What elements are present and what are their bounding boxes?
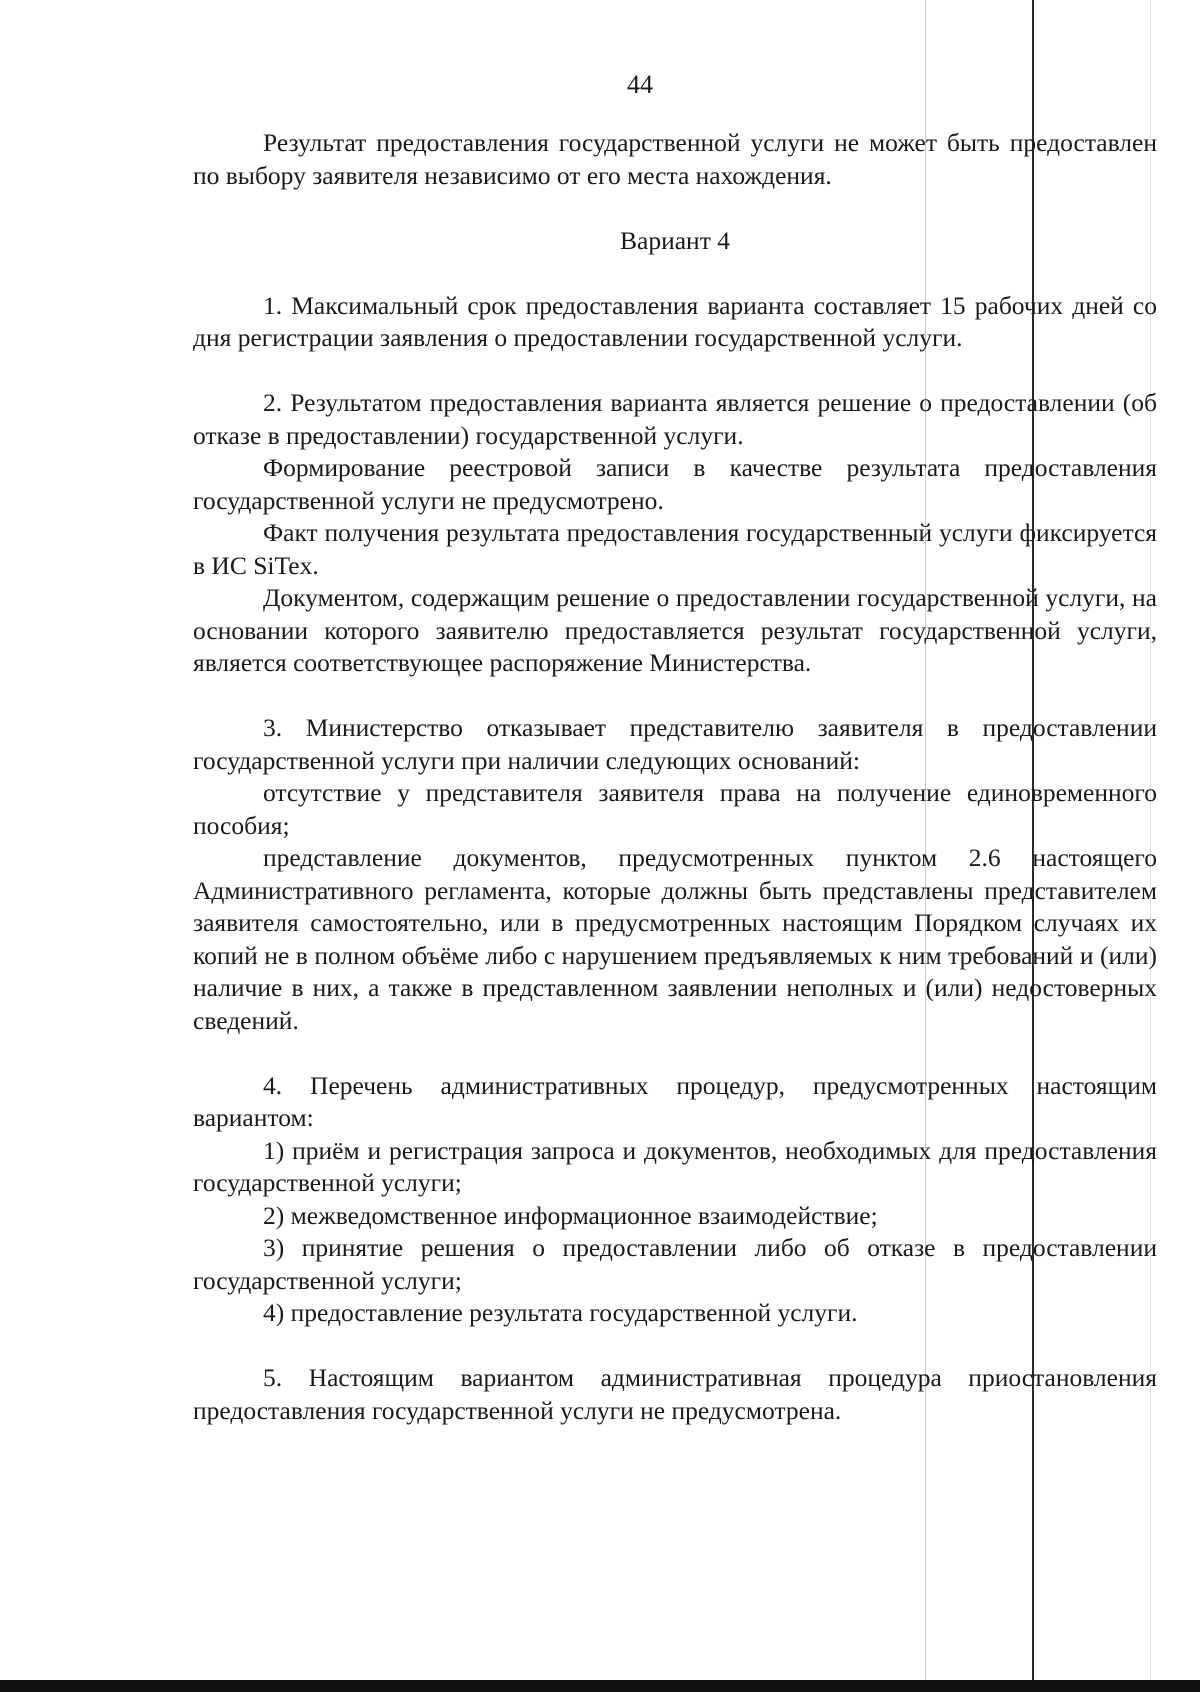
paragraph-4: 4. Перечень административных процедур, предусмотренных настоящим вариантом:	[193, 1070, 1157, 1132]
section-heading: Вариант 4	[620, 225, 730, 255]
spacer	[193, 1037, 1157, 1070]
paragraph-intro: Результат предоставления государственной услуги не может быть предоставлен по выбору заявителя независимо от его места нахождения.	[193, 128, 1157, 190]
page-number: 44	[627, 70, 653, 99]
paragraph-2a: Формирование реестровой записи в качестве результата предоставления государственной услуги не предусмотрено.	[193, 453, 1157, 515]
paragraph-1: 1. Максимальный срок предоставления варианта составляет 15 рабочих дней со дня регистрации заявления о предоставлении государственной услуги.	[193, 290, 1157, 352]
list-item-2: 2) межведомственное информационное взаимодействие;	[263, 1200, 878, 1230]
spacer	[193, 680, 1157, 713]
spacer	[193, 1330, 1157, 1363]
document-body	[193, 127, 1157, 1427]
paragraph-2b: Факт получения результата предоставления государственный услуги фиксируется в ИС SiTex.	[193, 518, 1157, 580]
spacer	[193, 257, 1157, 290]
paragraph-2: 2. Результатом предоставления варианта является решение о предоставлении (об отказе в предоставлении) государственной услуги.	[193, 388, 1157, 450]
list-item-3: 3) принятие решения о предоставлении либо об отказе в предоставлении государственной услуги;	[193, 1233, 1157, 1295]
spacer	[193, 355, 1157, 388]
paragraph-5: 5. Настоящим вариантом административная процедура приостановления предоставления государственной услуги не предусмотрена.	[193, 1363, 1157, 1425]
paragraph-3a: отсутствие у представителя заявителя права на получение единовременного пособия;	[193, 778, 1157, 840]
list-item-4: 4) предоставление результата государственной услуги.	[263, 1298, 858, 1327]
list-item-1: 1) приём и регистрация запроса и документов, необходимых для предоставления государственной услуги;	[193, 1135, 1157, 1197]
scan-bottom-edge	[0, 1680, 1200, 1692]
paragraph-2c: Документом, содержащим решение о предоставлении государственной услуги, на основании которого заявителю предоставляется результат государственной услуги, является соответствующее распоряжение Министерства.	[193, 583, 1157, 677]
paragraph-3b: представление документов, предусмотренных пунктом 2.6 настоящего Административного регламента, которые должны быть представлены представителем заявителя самостоятельно, или в предусмотренных настоящим Порядком случаях их копий не в полном объёме либо с нарушением предъявляемых к ним требований и (или) наличие в них, а также в представленном заявлении неполных и (или) недостоверных сведений.	[193, 843, 1157, 1035]
spacer	[193, 192, 1157, 225]
paragraph-3: 3. Министерство отказывает представителю заявителя в предоставлении государственной услуги при наличии следующих оснований:	[193, 713, 1157, 775]
